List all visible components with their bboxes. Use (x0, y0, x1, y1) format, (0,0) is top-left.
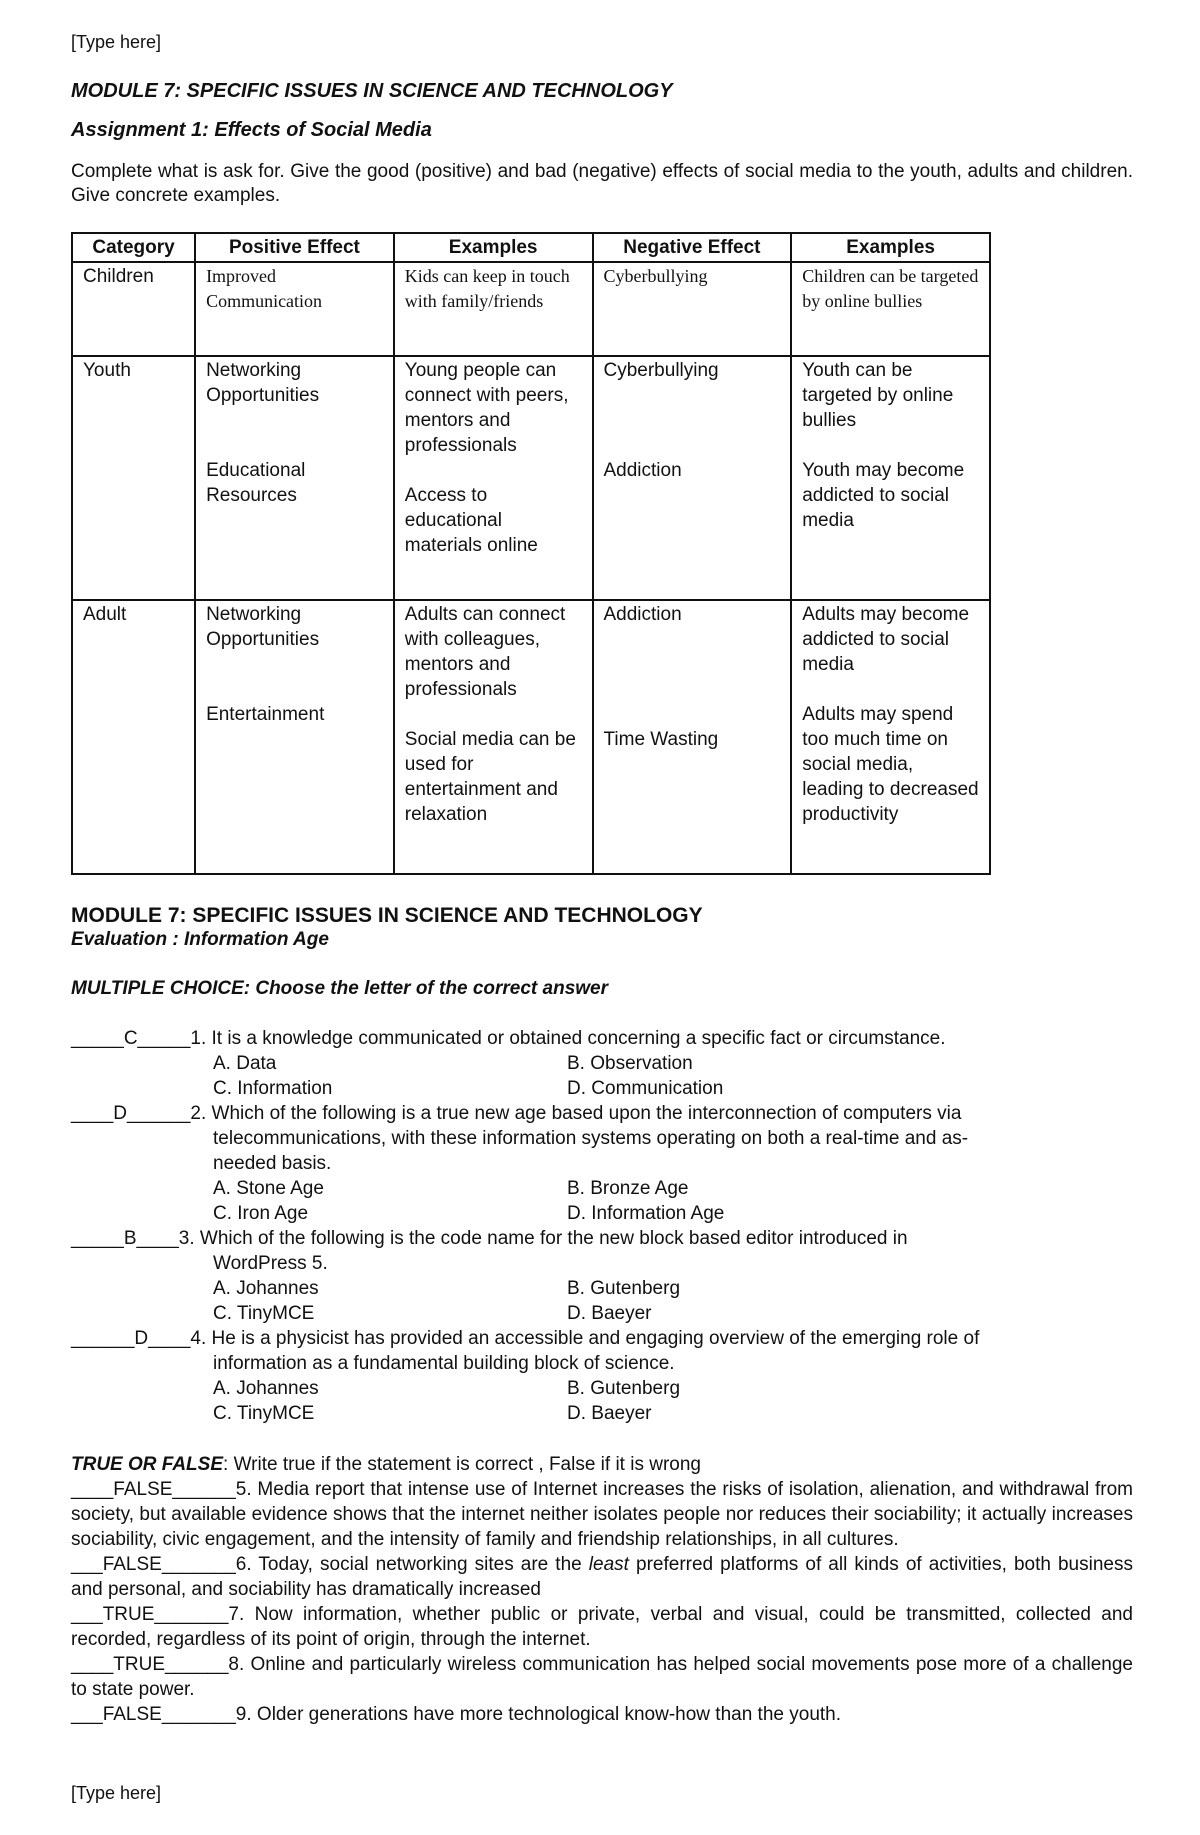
assignment-title: Assignment 1: Effects of Social Media (71, 119, 432, 141)
options-row (71, 1051, 1133, 1076)
question-text: _____C_____1. It is a knowledge communicated or obtained concerning a specific fact or circumstance. (71, 1028, 946, 1049)
table-row (72, 262, 990, 356)
option-b: B. Bronze Age (567, 1178, 689, 1199)
question-text-cont: WordPress 5. (213, 1253, 328, 1274)
cell-negative: Cyberbullying Addiction (593, 356, 792, 600)
options-row (71, 1276, 1133, 1301)
mc-question-2 (71, 1101, 1133, 1226)
evaluation-title: Evaluation : Information Age (71, 929, 329, 950)
cell-neg-examples: Children can be targeted by online bullies (791, 262, 990, 356)
tf-item-6: ___FALSE_______6. Today, social networking sites are the least preferred platforms of all kinds of activities, both business and personal, and sociability has dramatically increased (71, 1554, 1133, 1600)
option-a: A. Johannes (213, 1378, 319, 1399)
option-b: B. Gutenberg (567, 1278, 681, 1299)
document-body (71, 80, 1133, 1727)
tf-item-7: ___TRUE_______7. Now information, whether public or private, verbal and visual, could be transmitted, collected and recorded, regardless of its point of origin, through the internet. (71, 1604, 1133, 1650)
table-row (72, 356, 990, 600)
option-d: D. Baeyer (567, 1303, 652, 1324)
evaluation-section (71, 903, 1133, 1727)
option-c: C. TinyMCE (213, 1303, 315, 1324)
cell-category: Youth (72, 356, 195, 600)
options-row (71, 1176, 1133, 1201)
cell-category: Adult (72, 600, 195, 874)
cell-neg-examples: Adults may become addicted to social media Adults may spend too much time on social media, leading to decreased productivity (791, 600, 990, 874)
options-row (71, 1376, 1133, 1401)
option-a: A. Stone Age (213, 1178, 324, 1199)
cell-pos-examples: Adults can connect with colleagues, mentors and professionals Social media can be used for entertainment and relaxation (394, 600, 593, 874)
mc-question-3 (71, 1226, 1133, 1326)
question-text-cont: needed basis. (213, 1153, 332, 1174)
cell-negative: Cyberbullying (593, 262, 792, 356)
effects-table (71, 232, 991, 875)
instructions: Complete what is ask for. Give the good (positive) and bad (negative) effects of social media to the youth, adults and children. Give concrete examples. (71, 161, 1133, 206)
mc-question-4 (71, 1326, 1133, 1426)
option-c: C. Iron Age (213, 1203, 309, 1224)
question-text: ____D______2. Which of the following is a true new age based upon the interconnection of computers via (71, 1103, 962, 1124)
cell-neg-examples: Youth can be targeted by online bullies Youth may become addicted to social media (791, 356, 990, 600)
table-header-row (72, 233, 990, 262)
cell-positive: Improved Communication (195, 262, 394, 356)
option-b: B. Observation (567, 1053, 693, 1074)
tf-item-8: ____TRUE______8. Online and particularly wireless communication has helped social movements pose more of a challenge to state power. (71, 1654, 1133, 1700)
table-row (72, 600, 990, 874)
mc-question-1 (71, 1026, 1133, 1101)
option-a: A. Johannes (213, 1278, 319, 1299)
header-negative-effect: Negative Effect (593, 233, 792, 262)
cell-positive: Networking Opportunities Entertainment (195, 600, 394, 874)
option-d: D. Communication (567, 1078, 724, 1099)
cell-negative: Addiction Time Wasting (593, 600, 792, 874)
cell-positive: Networking Opportunities Educational Resources (195, 356, 394, 600)
options-row (71, 1201, 1133, 1226)
tf-heading (71, 1452, 1133, 1477)
question-text: ______D____4. He is a physicist has provided an accessible and engaging overview of the emerging role of (71, 1328, 980, 1349)
cell-category: Children (72, 262, 195, 356)
option-d: D. Information Age (567, 1203, 725, 1224)
tf-heading-text: : Write true if the statement is correct , False if it is wrong (223, 1454, 701, 1475)
option-d: D. Baeyer (567, 1403, 652, 1424)
question-text: _____B____3. Which of the following is the code name for the new block based editor introduced in (71, 1228, 908, 1249)
cell-pos-examples: Young people can connect with peers, mentors and professionals Access to educational materials online (394, 356, 593, 600)
option-c: C. TinyMCE (213, 1403, 315, 1424)
option-c: C. Information (213, 1078, 333, 1099)
tf-item-9: ___FALSE_______9. Older generations have more technological know-how than the youth. (71, 1704, 842, 1725)
header-category: Category (72, 233, 195, 262)
header-negative-examples: Examples (791, 233, 990, 262)
mc-heading: MULTIPLE CHOICE: Choose the letter of the correct answer (71, 978, 609, 999)
module-title-2: MODULE 7: SPECIFIC ISSUES IN SCIENCE AND TECHNOLOGY (71, 904, 703, 927)
options-row (71, 1401, 1133, 1426)
options-row (71, 1301, 1133, 1326)
page-footer: [Type here] (71, 1783, 162, 1803)
options-row (71, 1076, 1133, 1101)
question-text-cont: information as a fundamental building block of science. (213, 1353, 675, 1374)
option-a: A. Data (213, 1053, 277, 1074)
header-positive-effect: Positive Effect (195, 233, 394, 262)
question-text-cont: telecommunications, with these information systems operating on both a real-time and as- (213, 1128, 969, 1149)
page-header: [Type here] (71, 32, 162, 52)
tf-item-5: ____FALSE______5. Media report that intense use of Internet increases the risks of isolation, alienation, and withdrawal from society, but available evidence shows that the internet neither isolates people nor reduces their sociability; it actually increases sociability, civic engagement, and the intensity of family and friendship relationships, in all cultures. (71, 1479, 1133, 1550)
option-b: B. Gutenberg (567, 1378, 681, 1399)
cell-pos-examples: Kids can keep in touch with family/friends (394, 262, 593, 356)
tf-heading-bold: TRUE OR FALSE (71, 1454, 224, 1475)
header-positive-examples: Examples (394, 233, 593, 262)
module-title-1: MODULE 7: SPECIFIC ISSUES IN SCIENCE AND TECHNOLOGY (71, 80, 673, 102)
